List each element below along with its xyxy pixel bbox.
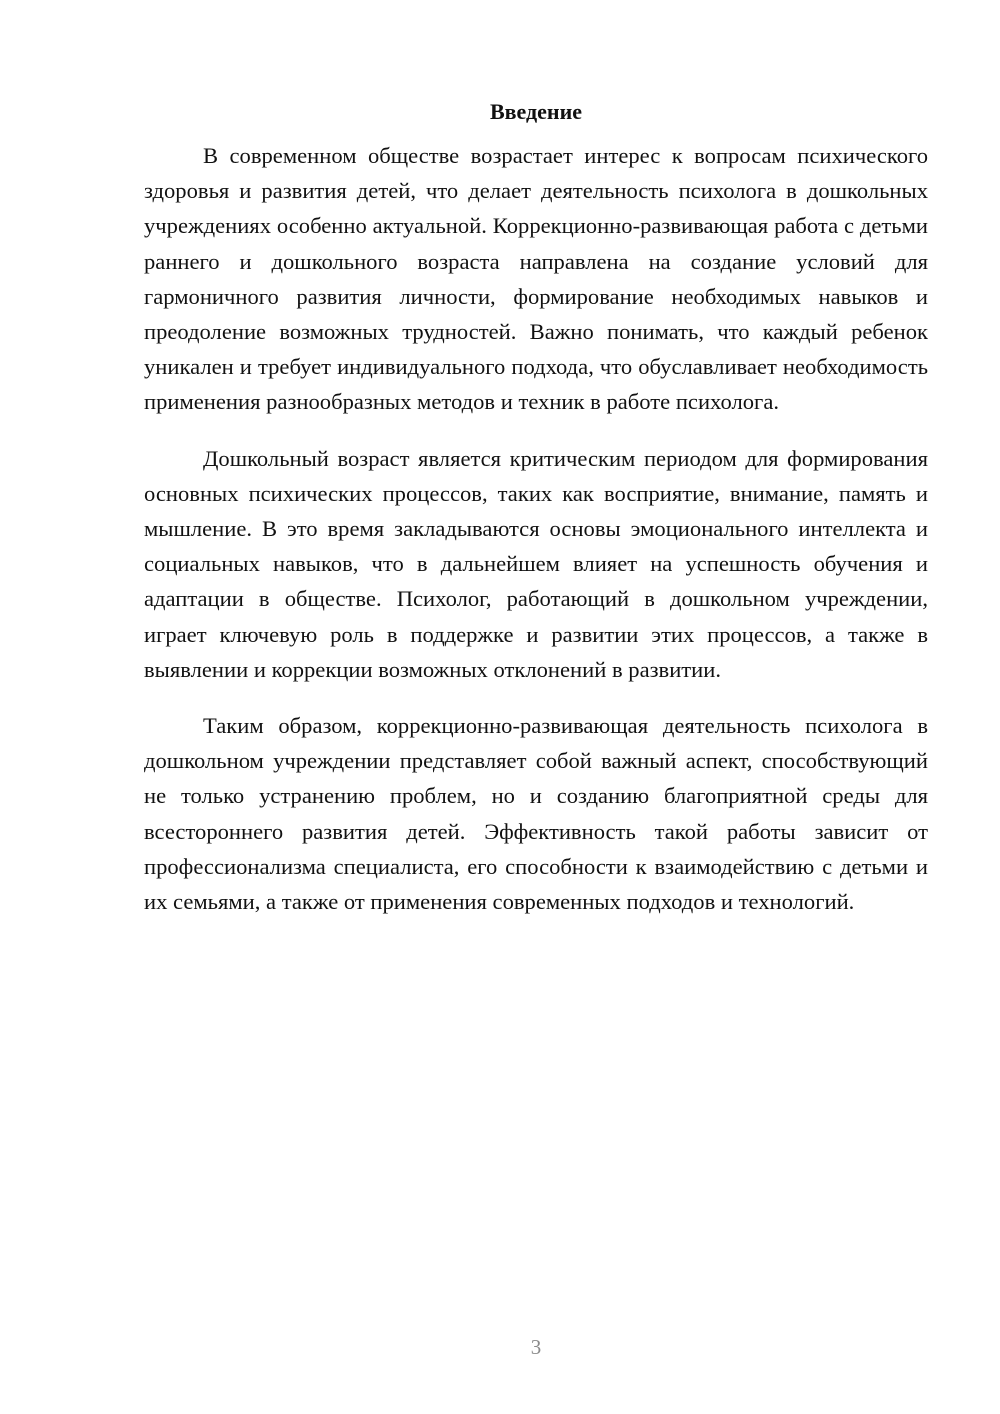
page-number: 3: [530, 1335, 542, 1359]
paragraph-2: Дошкольный возраст является критическим периодом для формирования основных психических процессов, таких как восприятие, внимание, память и мышление. В это время закладываются основы эмоционального интеллекта и социальных навыков, что в дальнейшем влияет на успешность обучения и адаптации в обществе. Психолог, работающий в дошкольном учреждении, играет ключевую роль в поддержке и развитии этих процессов, а также в выявлении и коррекции возможных отклонений в развитии.: [144, 445, 928, 682]
section-title: Введение: [489, 99, 583, 124]
paragraph-3: Таким образом, коррекционно-развивающая деятельность психолога в дошкольном учреждении представляет собой важный аспект, способствующий не только устранению проблем, но и созданию благоприятной среды для всестороннего развития детей. Эффективность такой работы зависит от профессионализма специалиста, его способности к взаимодействию с детьми и их семьями, а также от применения современных подходов и технологий.: [144, 713, 928, 915]
paragraph-1: В современном обществе возрастает интерес к вопросам психического здоровья и развития детей, что делает деятельность психолога в дошкольных учреждениях особенно актуальной. Коррекционно-развивающая работа с детьми раннего и дошкольного возраста направлена на создание условий для гармоничного развития личности, формирование необходимых навыков и преодоление возможных трудностей. Важно понимать, что каждый ребенок уникален и требует индивидуального подхода, что обуславливает необходимость применения разнообразных методов и техник в работе психолога.: [144, 143, 928, 415]
page-content: [144, 96, 928, 940]
